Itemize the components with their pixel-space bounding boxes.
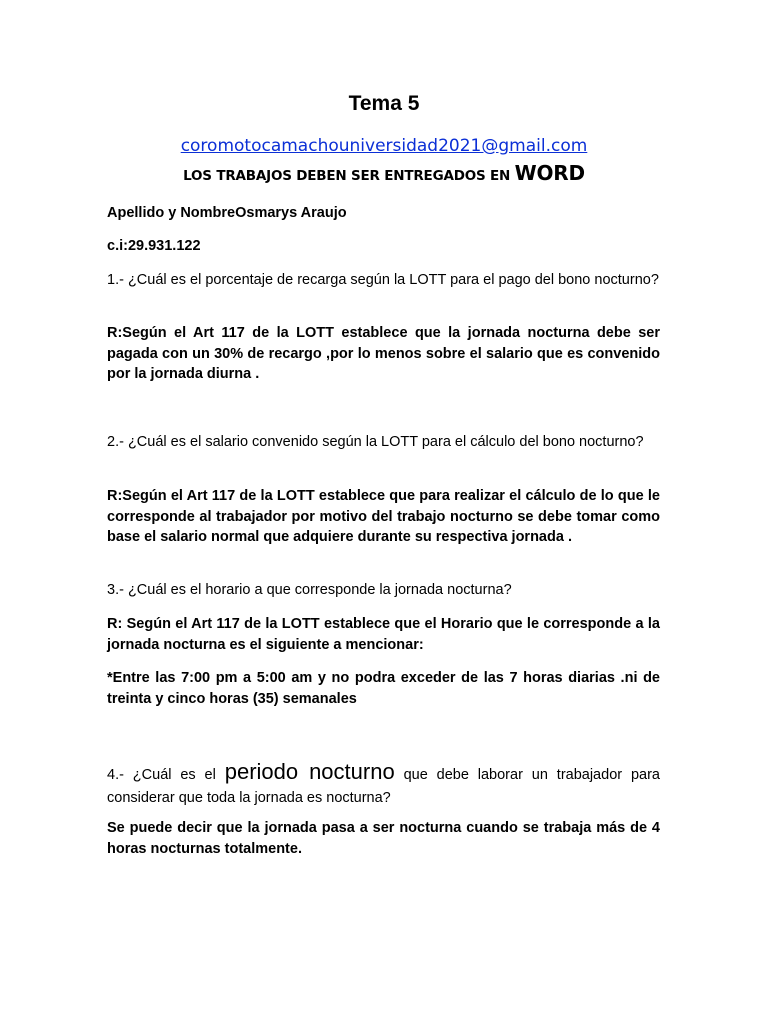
email-link[interactable]: coromotocamachouniversidad2021@gmail.com [180, 136, 588, 156]
document-title: Tema 5 [348, 92, 420, 115]
ci-line: c.i:29.931.122 [107, 238, 201, 254]
notice-text: LOS TRABAJOS DEBEN SER ENTREGADOS EN [183, 168, 515, 184]
notice-word: WORD [514, 161, 585, 185]
question-4 [107, 759, 660, 810]
question-1: 1.- ¿Cuál es el porcentaje de recarga según la LOTT para el pago del bono nocturno? [107, 272, 659, 288]
answer-4: Se puede decir que la jornada pasa a ser nocturna cuando se trabaja más de 4 horas nocturnas totalmente. [107, 820, 660, 857]
answer-2: R:Según el Art 117 de la LOTT establece que para realizar el cálculo de lo que le corresponde al trabajador por motivo del trabajo nocturno se debe tomar como base el salario normal que adquiere durante su respectiva jornada . [107, 488, 660, 545]
name-line: Apellido y NombreOsmarys Araujo [107, 205, 347, 221]
email-line [0, 134, 768, 158]
delivery-notice [0, 158, 768, 191]
question-2: 2.- ¿Cuál es el salario convenido según la LOTT para el cálculo del bono nocturno? [107, 434, 644, 450]
answer-3: R: Según el Art 117 de la LOTT establece que el Horario que le corresponde a la jornada nocturna es el siguiente a mencionar: [107, 616, 660, 653]
question-3: 3.- ¿Cuál es el horario a que corresponde la jornada nocturna? [107, 582, 512, 598]
question-4-suffix: que debe laborar un trabajador para considerar que toda la jornada es nocturna? [107, 767, 660, 806]
question-4-emphasis: periodo nocturno [224, 759, 395, 784]
question-4-prefix: 4.- ¿Cuál es el [107, 767, 225, 783]
answer-3-detail: *Entre las 7:00 pm a 5:00 am y no podra exceder de las 7 horas diarias .ni de treinta y cinco horas (35) semanales [107, 670, 660, 707]
answer-1: R:Según el Art 117 de la LOTT establece que la jornada nocturna debe ser pagada con un 30% de recargo ,por lo menos sobre el salario que es convenido por la jornada diurna . [107, 325, 660, 382]
